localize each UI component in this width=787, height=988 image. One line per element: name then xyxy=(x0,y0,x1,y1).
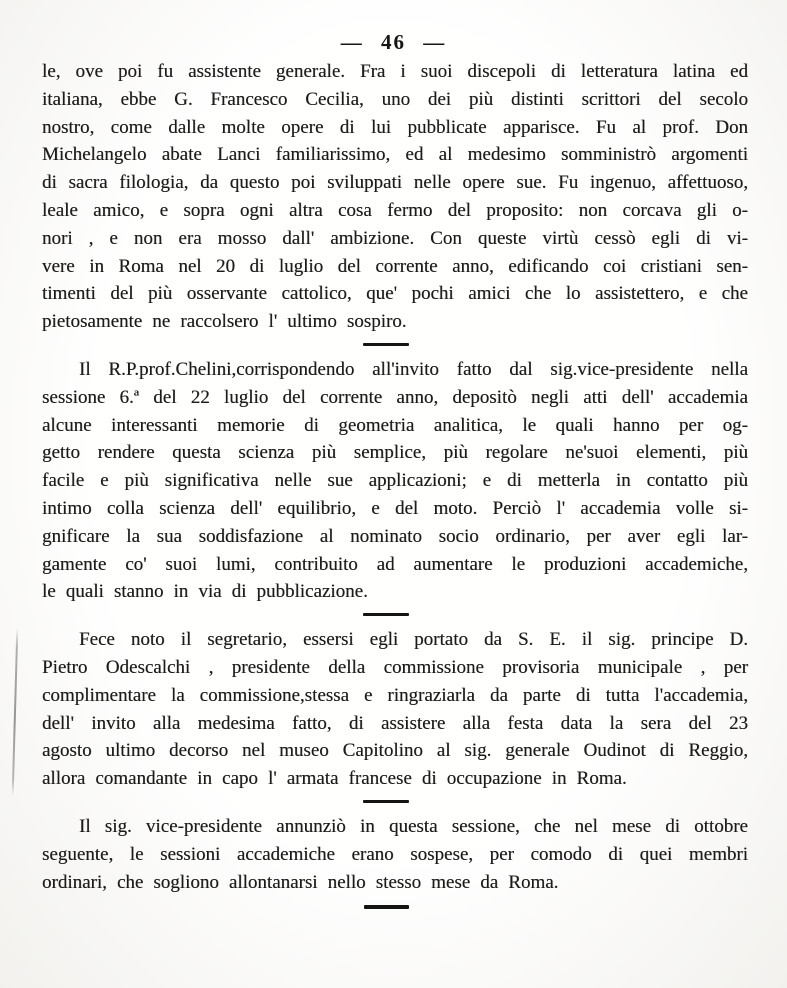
text-line: dell' invito alla medesima fatto, di assistere alla festa data la sera del 23 xyxy=(42,712,748,734)
text-line: timenti del più osservante cattolico, que' pochi amici che lo assistettero, e che xyxy=(42,283,748,305)
paragraph xyxy=(42,356,748,606)
text-line: nostro, come dalle molte opere di lui pubblicate apparisce. Fu al prof. Don xyxy=(42,116,748,138)
text-line: intimo colla scienza dell' equilibrio, e del moto. Perciò l' accademia volle si- xyxy=(42,497,748,519)
text-line: vere in Roma nel 20 di luglio del corrente anno, edificando coi cristiani sen- xyxy=(42,255,748,277)
section-divider xyxy=(363,343,409,346)
text-line: allora comandante in capo l' armata francese di occupazione in Roma. xyxy=(42,768,627,790)
text-line: Fece noto il segretario, essersi egli portato da S. E. il sig. principe D. xyxy=(79,629,748,651)
text-line: gnificare la sua soddisfazione al nominato socio ordinario, per aver egli lar- xyxy=(42,525,748,547)
text-line: Il R.P.prof.Chelini,corrispondendo all'invito fatto dal sig.vice-presidente nella xyxy=(79,358,748,380)
paragraph xyxy=(42,626,748,793)
text-line: seguente, le sessioni accademiche erano sospese, per comodo di quei membri xyxy=(42,843,748,865)
page-text-block xyxy=(42,58,748,919)
text-line: Il sig. vice-presidente annunziò in questa sessione, che nel mese di ottobre xyxy=(79,815,748,837)
text-line: ordinari, che sogliono allontanarsi nello stesso mese da Roma. xyxy=(42,871,559,893)
text-line: Pietro Odescalchi , presidente della commissione provisoria municipale , per xyxy=(42,656,748,678)
scan-artifact-line xyxy=(12,628,19,796)
text-line: agosto ultimo decorso nel museo Capitolino al sig. generale Oudinot di Reggio, xyxy=(42,740,748,762)
section-divider xyxy=(363,613,409,616)
text-line: complimentare la commissione,stessa e ringraziarla da parte di tutta l'accademia, xyxy=(42,684,748,706)
paragraph xyxy=(42,58,748,336)
text-line: gamente co' suoi lumi, contribuito ad aumentare le produzioni accademiche, xyxy=(42,553,748,575)
text-line: pietosamente ne raccolsero l' ultimo sospiro. xyxy=(42,311,407,333)
text-line: Michelangelo abate Lanci familiarissimo, ed al medesimo somministrò argomenti xyxy=(42,144,748,166)
section-divider xyxy=(363,800,409,803)
page-number: — 46 — xyxy=(340,30,447,54)
text-line: getto rendere questa scienza più semplice, più regolare ne'suoi elementi, più xyxy=(42,442,748,464)
text-line: le quali stanno in via di pubblicazione. xyxy=(42,581,368,603)
end-divider xyxy=(364,905,409,909)
text-line: facile e più significativa nelle sue applicazioni; e di metterla in contatto più xyxy=(42,470,748,492)
text-line: nori , e non era mosso dall' ambizione. Con queste virtù cessò egli di vi- xyxy=(42,227,748,249)
text-line: alcune interessanti memorie di geometria analitica, le quali hanno per og- xyxy=(42,414,748,436)
paragraph xyxy=(42,813,748,896)
text-line: le, ove poi fu assistente generale. Fra i suoi discepoli di letteratura latina ed xyxy=(42,61,748,82)
text-line: italiana, ebbe G. Francesco Cecilia, uno dei più distinti scrittori del secolo xyxy=(42,88,748,110)
text-line: di sacra filologia, da questo poi sviluppati nelle opere sue. Fu ingenuo, affettuoso, xyxy=(42,172,748,194)
text-line: sessione 6.ª del 22 luglio del corrente anno, depositò negli atti dell' accademia xyxy=(42,386,748,408)
text-line: leale amico, e sopra ogni altra cosa fermo del proposito: non corcava gli o- xyxy=(42,199,748,221)
